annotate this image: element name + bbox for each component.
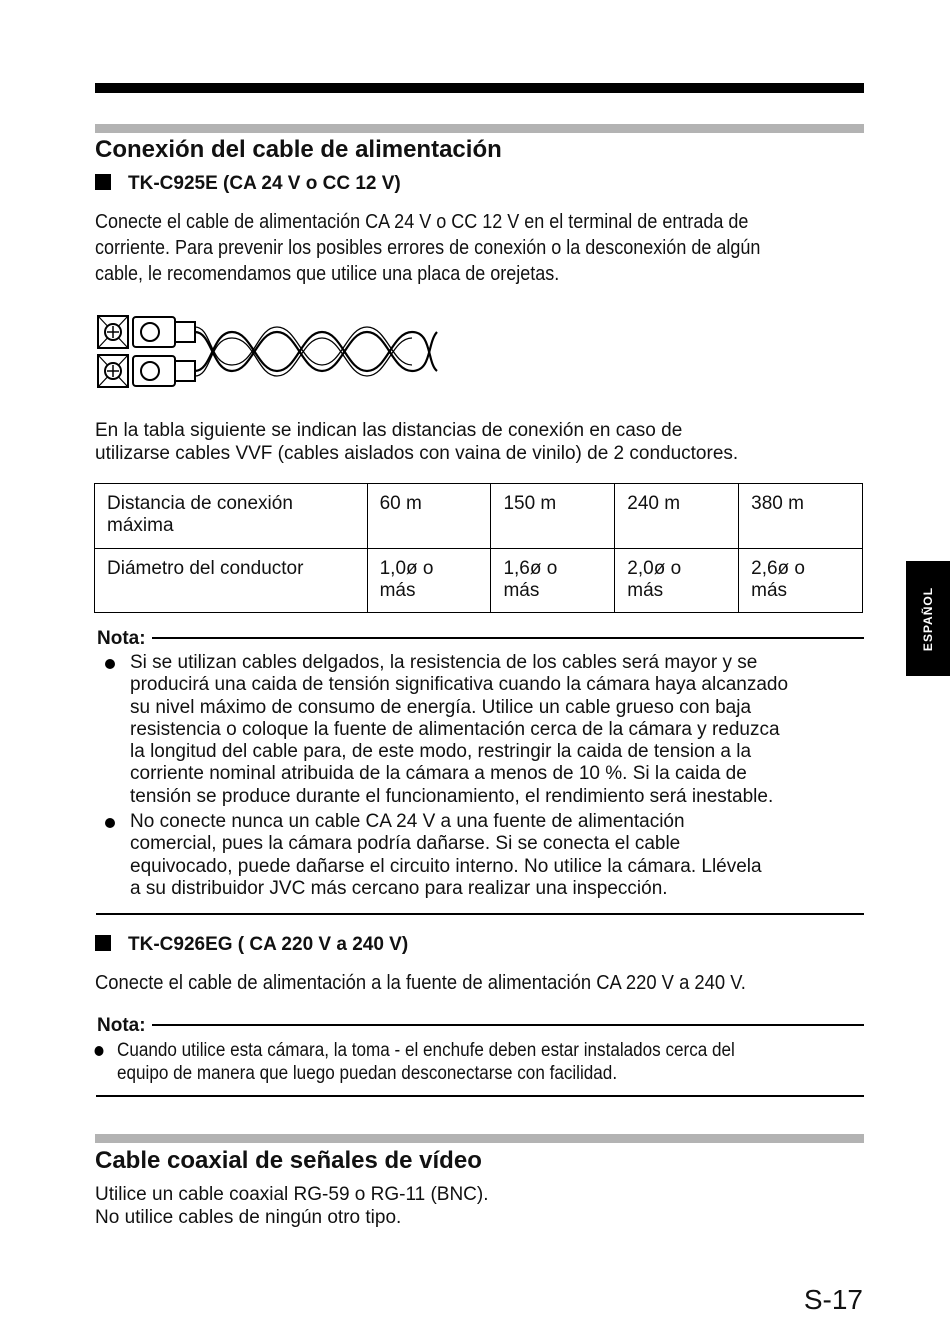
table-cell: 240 m: [615, 484, 739, 549]
list-item: [0, 811, 866, 900]
cell-line: 1,0ø o: [379, 558, 434, 579]
section-rule: [95, 1134, 864, 1143]
section-title-power-cable: Conexión del cable de alimentación: [95, 136, 502, 163]
table-intro-line: utilizarse cables VVF (cables aislados con vaina de vinilo) de 2 conductores.: [95, 442, 739, 464]
list-item-line: equivocado, puede dañarse el circuito interno. No utilice la cámara. Llévela: [130, 855, 762, 877]
language-side-tab: [906, 561, 950, 676]
cell-line: más: [627, 580, 664, 601]
table-intro-line: En la tabla siguiente se indican las distancias de conexión en caso de: [95, 420, 683, 441]
cell-line: 1,6ø o: [503, 558, 558, 579]
nota-rule: [152, 637, 864, 639]
terminal-cable-diagram: [97, 313, 442, 389]
subsection-heading-tk-c925e: [95, 172, 401, 196]
list-item-line: Cuando utilice esta cámara, la toma - el enchufe deben estar instalados cerca del: [117, 1040, 735, 1061]
table-row: [95, 549, 863, 613]
cell-line: más: [379, 580, 416, 601]
distance-table: [94, 483, 863, 613]
list-item-line: a su distribuidor JVC más cercano para realizar una inspección.: [130, 877, 668, 899]
list-item-line: No conecte nunca un cable CA 24 V a una fuente de alimentación: [130, 811, 685, 833]
list-item-line: corriente nominal atribuida de la cámara a menos de 10 %. Si la caida de: [130, 763, 747, 785]
table-cell: [491, 549, 615, 613]
list-item-line: Si se utilizan cables delgados, la resistencia de los cables será mayor y se: [130, 652, 758, 673]
cell-line: 2,6ø o: [751, 558, 805, 579]
nota-list: [0, 652, 866, 903]
side-tab-label: ESPAÑOL: [921, 586, 935, 651]
paragraph-connection: [95, 209, 865, 287]
nota-label: Nota:: [97, 628, 146, 649]
paragraph-line: corriente. Para prevenir los posibles errores de conexión o la desconexión de algún: [95, 237, 761, 259]
paragraph-tk-c926eg: Conecte el cable de alimentación a la fuente de alimentación CA 220 V a 240 V.: [95, 972, 746, 994]
paragraph-line: Conecte el cable de alimentación CA 24 V o CC 12 V en el terminal de entrada de: [95, 211, 749, 233]
paragraph-line: Utilice un cable coaxial RG-59 o RG-11 (BNC).: [95, 1184, 489, 1205]
cell-line: máxima: [107, 515, 174, 536]
section-title-coaxial-cable: Cable coaxial de señales de vídeo: [95, 1147, 482, 1174]
nota-list: [0, 1039, 950, 1085]
nota-end-rule: [96, 1095, 864, 1097]
nota-end-rule: [96, 913, 864, 915]
section-rule: [95, 124, 864, 133]
list-item-line: tensión se produce durante el funcionamiento, el rendimiento será inestable.: [130, 785, 774, 807]
square-bullet-icon: [95, 174, 111, 190]
subsection-heading-tk-c926eg: [95, 933, 408, 957]
paragraph-coaxial: [95, 1184, 865, 1229]
subsection-heading-text: TK-C926EG ( CA 220 V a 240 V): [128, 934, 409, 955]
table-cell: 150 m: [491, 484, 615, 549]
cell-line: 2,0ø o: [627, 558, 682, 579]
list-item-line: resistencia o coloque la fuente de alimentación cerca de la cámara y reduzca: [130, 718, 780, 740]
table-cell: [367, 549, 491, 613]
subsection-heading-text: TK-C925E (CA 24 V o CC 12 V): [128, 173, 401, 194]
nota-rule: [152, 1024, 864, 1026]
paragraph-line: No utilice cables de ningún otro tipo.: [95, 1206, 402, 1228]
cell-line: más: [503, 580, 540, 601]
top-rule: [95, 83, 864, 93]
table-cell-label: [95, 484, 368, 549]
list-item: [0, 1039, 864, 1085]
list-item-line: la longitud del cable para, de este modo, restringir la caida de tension a la: [130, 741, 752, 763]
table-cell: [615, 549, 739, 613]
paragraph-line: cable, le recomendamos que utilice una placa de orejetas.: [95, 263, 560, 285]
list-item-line: equipo de manera que luego puedan desconectarse con facilidad.: [117, 1063, 618, 1084]
table-row: [95, 484, 863, 549]
table-cell: 60 m: [367, 484, 491, 549]
table-cell: 380 m: [739, 484, 863, 549]
table-intro: [95, 420, 865, 465]
page-number: S-17: [803, 1284, 863, 1315]
table-cell-label: Diámetro del conductor: [95, 549, 368, 613]
table-cell: [739, 549, 863, 613]
cell-line: más: [751, 580, 788, 601]
list-item-line: su nivel máximo de consumo de energía. Utilice un cable grueso con baja: [130, 696, 752, 718]
list-item-line: comercial, pues la cámara podría dañarse. Si se conecta el cable: [130, 833, 681, 855]
cell-line: Distancia de conexión: [107, 493, 293, 514]
list-item-line: producirá una caida de tensión significativa cuando la cámara haya alcanzado: [130, 674, 789, 696]
nota-label: Nota:: [97, 1015, 146, 1036]
square-bullet-icon: [95, 935, 111, 951]
list-item: [0, 652, 866, 808]
